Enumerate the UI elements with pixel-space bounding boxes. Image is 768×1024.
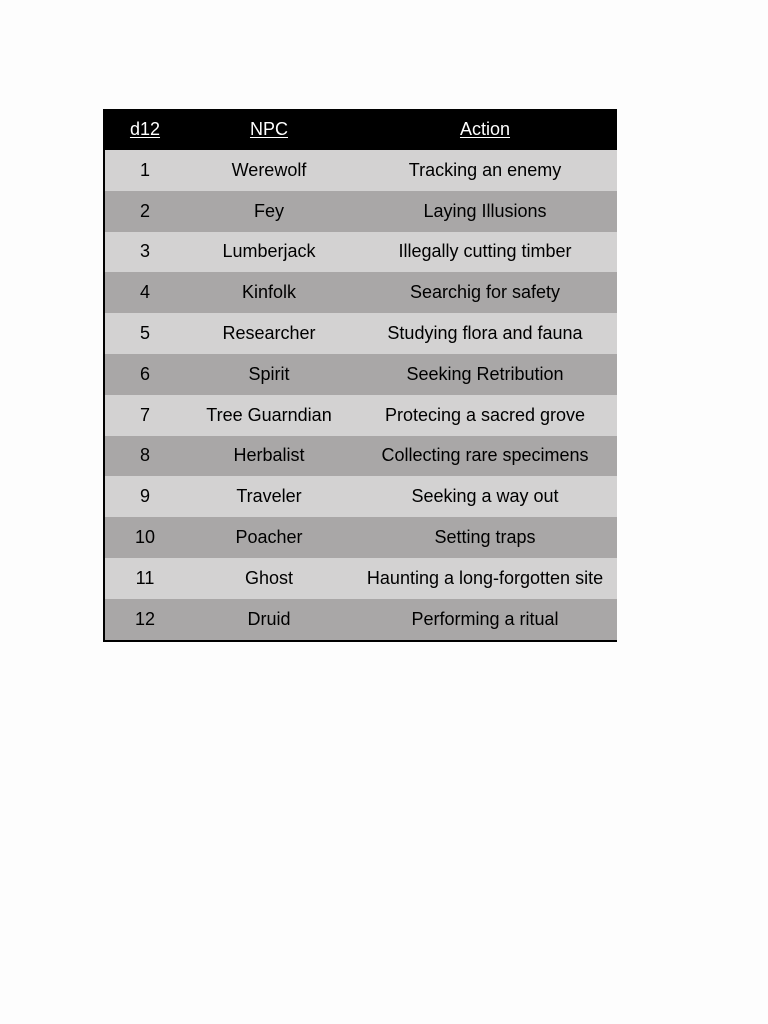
cell-roll: 6 <box>139 363 150 384</box>
cell-action: Illegally cutting timber <box>398 241 572 262</box>
cell-npc: Kinfolk <box>241 282 297 303</box>
header-d12: d12 <box>129 119 161 139</box>
cell-npc: Druid <box>247 608 291 629</box>
cell-npc: Researcher <box>222 323 316 344</box>
cell-roll: 3 <box>139 241 150 262</box>
cell-roll: 9 <box>139 486 150 507</box>
table-row <box>105 599 617 640</box>
cell-npc: Werewolf <box>231 159 307 180</box>
cell-roll: 8 <box>139 445 150 466</box>
cell-action: Collecting rare specimens <box>381 445 589 466</box>
header-npc: NPC <box>249 119 288 139</box>
table-row <box>105 272 617 313</box>
cell-npc: Tree Guarndian <box>206 404 332 425</box>
cell-action: Seeking a way out <box>411 486 559 507</box>
cell-action: Studying flora and fauna <box>387 323 583 344</box>
cell-roll: 7 <box>139 404 150 425</box>
cell-roll: 2 <box>139 200 150 221</box>
cell-roll: 4 <box>139 282 150 303</box>
cell-action: Tracking an enemy <box>408 159 562 180</box>
cell-action: Laying Illusions <box>423 200 547 221</box>
table-row <box>105 436 617 477</box>
cell-npc: Poacher <box>235 527 303 548</box>
header-action: Action <box>459 119 511 139</box>
cell-action: Seeking Retribution <box>406 363 564 384</box>
cell-npc: Spirit <box>248 363 290 384</box>
cell-roll: 5 <box>139 323 150 344</box>
cell-action: Performing a ritual <box>411 608 559 629</box>
cell-action: Haunting a long-forgotten site <box>366 567 604 588</box>
cell-roll: 10 <box>134 527 156 548</box>
table-row <box>105 191 617 232</box>
cell-npc: Lumberjack <box>222 241 316 262</box>
cell-roll: 11 <box>135 567 155 588</box>
npc-table <box>105 109 617 640</box>
table-row <box>105 395 617 436</box>
table-row <box>105 517 617 558</box>
cell-npc: Ghost <box>244 567 294 588</box>
cell-action: Protecing a sacred grove <box>384 404 586 425</box>
cell-npc: Traveler <box>236 486 302 507</box>
cell-npc: Fey <box>253 200 284 221</box>
table-row <box>105 150 617 191</box>
table-row <box>105 313 617 354</box>
cell-npc: Herbalist <box>233 445 305 466</box>
table-row <box>105 232 617 273</box>
cell-roll: 12 <box>134 608 156 629</box>
table-row <box>105 476 617 517</box>
table-row <box>105 558 617 599</box>
table-header-row <box>105 109 617 150</box>
cell-roll: 1 <box>139 159 150 180</box>
cell-action: Searchig for safety <box>409 282 561 303</box>
table-row <box>105 354 617 395</box>
cell-action: Setting traps <box>434 527 536 548</box>
npc-table-container <box>103 109 617 642</box>
